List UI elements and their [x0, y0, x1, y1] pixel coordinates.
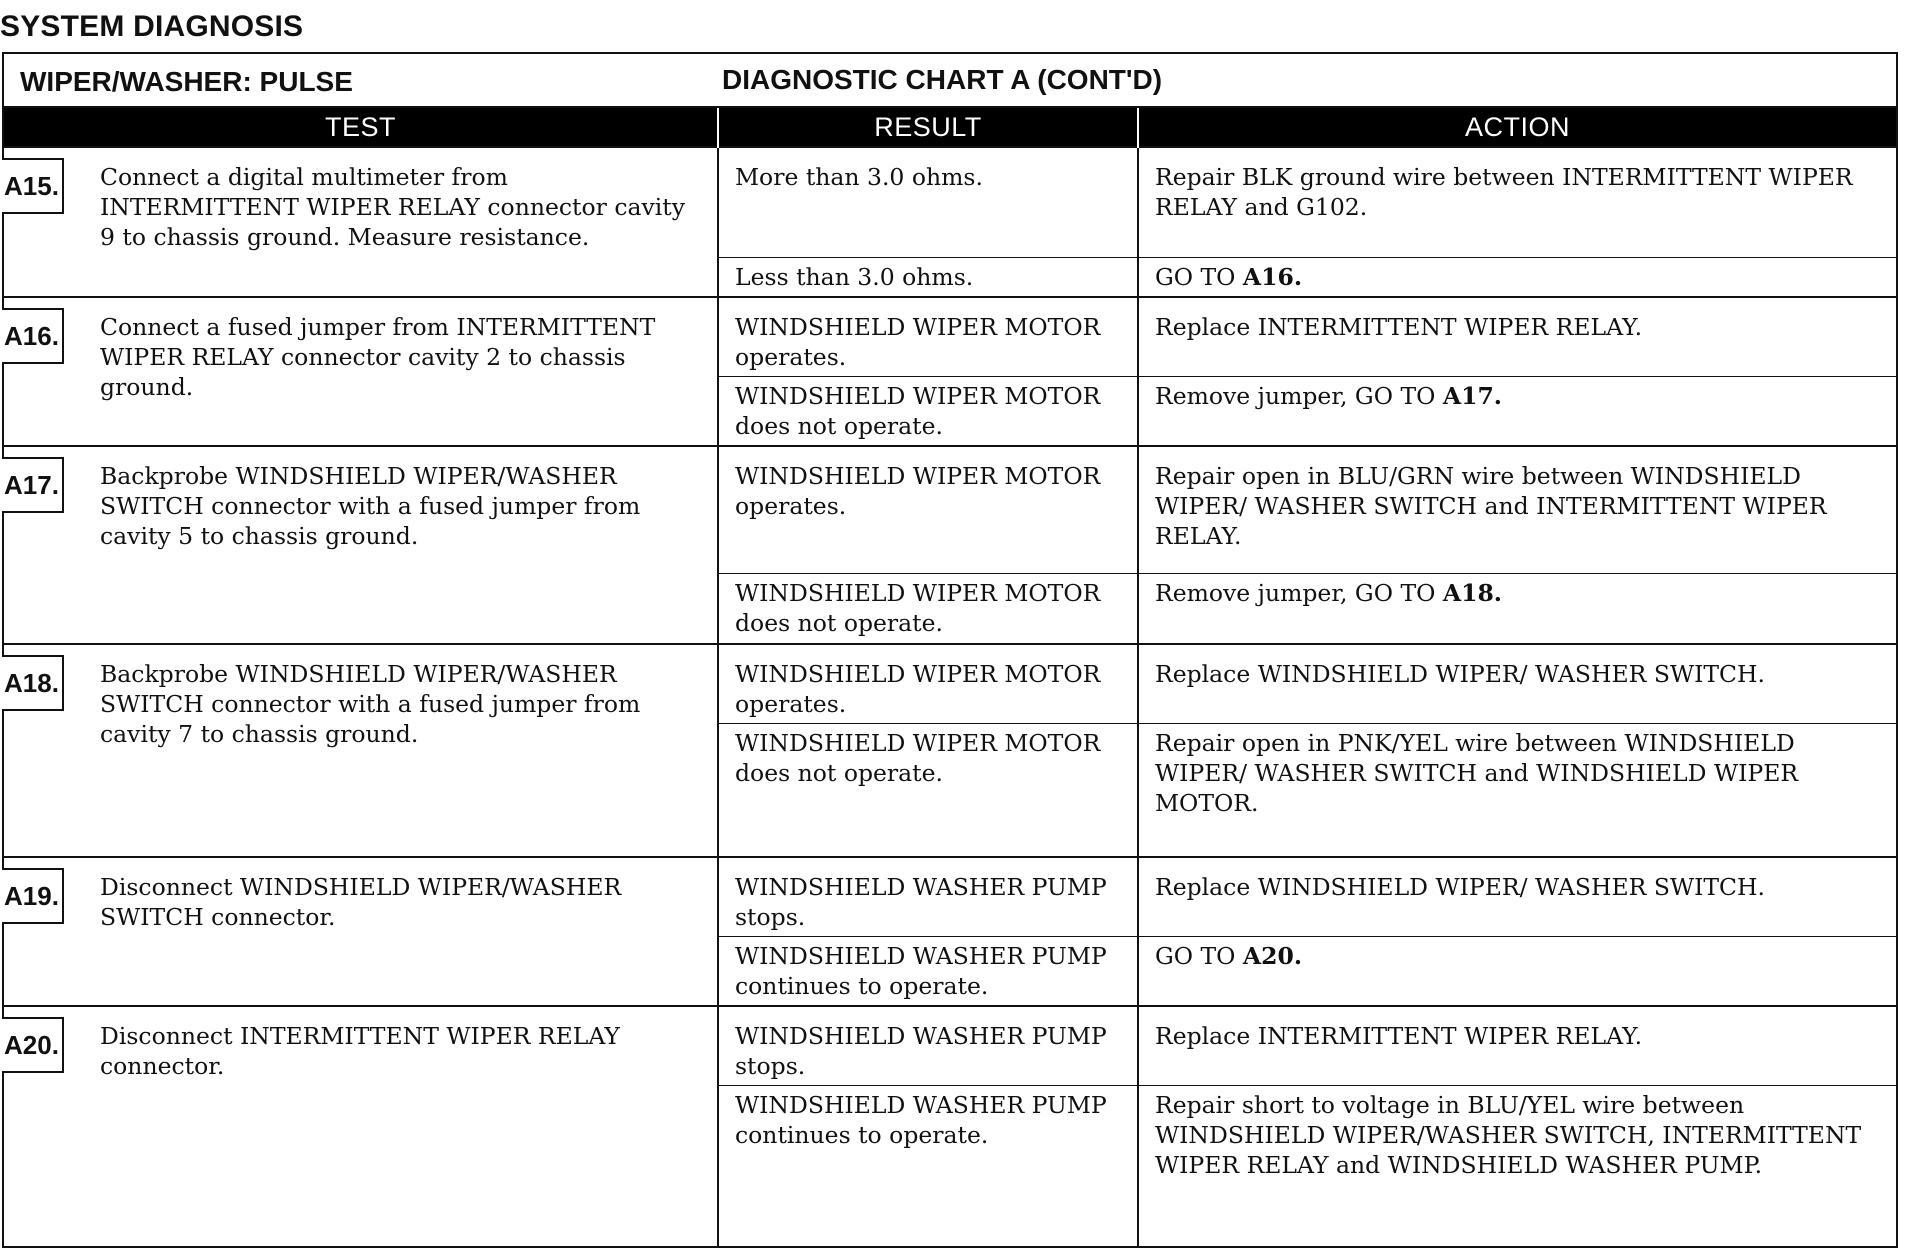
- result-cell: Less than 3.0 ohms.: [718, 257, 1138, 297]
- section-title: SYSTEM DIAGNOSIS: [0, 10, 304, 43]
- result-cell: WINDSHIELD WIPER MOTOR operates.: [718, 644, 1138, 724]
- test-cell: [4, 147, 718, 297]
- action-cell: [1138, 1006, 1896, 1086]
- test-text: Backprobe WINDSHIELD WIPER/WASHER SWITCH connector with a fused jumper from cavity 7 to chassis ground.: [100, 659, 641, 748]
- column-header-result: RESULT: [718, 108, 1138, 147]
- action-cell: [1138, 644, 1896, 724]
- step-id: A18.: [2, 655, 64, 711]
- result-cell: WINDSHIELD WASHER PUMP stops.: [718, 1006, 1138, 1086]
- result-cell: WINDSHIELD WIPER MOTOR does not operate.: [718, 376, 1138, 446]
- action-text: Repair open in PNK/YEL wire between WINDSHIELD WIPER/ WASHER SWITCH and WINDSHIELD WIPER MOTOR.: [1155, 728, 1799, 817]
- step-row: [4, 147, 1896, 257]
- action-goto-step: A17.: [1442, 381, 1502, 410]
- action-cell: [1138, 297, 1896, 377]
- action-goto-step: A20.: [1242, 942, 1303, 970]
- test-text: Backprobe WINDSHIELD WIPER/WASHER SWITCH connector with a fused jumper from cavity 5 to chassis ground.: [100, 461, 641, 550]
- result-cell: WINDSHIELD WASHER PUMP continues to operate.: [718, 937, 1138, 1007]
- step-id: A17.: [2, 457, 64, 513]
- action-cell: [1138, 446, 1896, 574]
- step-row: [4, 297, 1896, 377]
- test-text: Disconnect WINDSHIELD WIPER/WASHER SWITCH connector.: [100, 873, 622, 931]
- result-cell: WINDSHIELD WIPER MOTOR operates.: [718, 297, 1138, 377]
- step-row: [4, 644, 1896, 724]
- diagnostic-chart: [2, 52, 1898, 1248]
- diagnostic-table: [4, 108, 1896, 1246]
- result-cell: WINDSHIELD WIPER MOTOR operates.: [718, 446, 1138, 574]
- action-goto-step: A18.: [1442, 579, 1502, 607]
- test-text: Connect a fused jumper from INTERMITTENT WIPER RELAY connector cavity 2 to chassis ground.: [100, 312, 656, 401]
- action-text: Repair open in BLU/GRN wire between WINDSHIELD WIPER/ WASHER SWITCH and INTERMITTENT WIPER RELAY.: [1155, 461, 1827, 550]
- test-cell: [4, 644, 718, 858]
- chart-header: [4, 54, 1896, 108]
- action-text: Remove jumper, GO TO: [1155, 579, 1443, 607]
- action-text: Replace INTERMITTENT WIPER RELAY.: [1155, 312, 1643, 341]
- action-cell: [1138, 1086, 1896, 1246]
- chart-body: [4, 147, 1896, 1246]
- step-row: [4, 446, 1896, 574]
- column-header-test: TEST: [4, 108, 718, 147]
- action-cell: [1138, 257, 1896, 297]
- action-cell: [1138, 376, 1896, 446]
- chart-name: DIAGNOSTIC CHART A (CONT'D): [722, 64, 1163, 95]
- action-cell: [1138, 723, 1896, 857]
- action-text: Repair BLK ground wire between INTERMITTENT WIPER RELAY and G102.: [1155, 163, 1853, 221]
- test-cell: [4, 446, 718, 644]
- test-cell: [4, 297, 718, 446]
- test-text: Connect a digital multimeter from INTERMITTENT WIPER RELAY connector cavity 9 to chassis ground. Measure resistance.: [100, 163, 686, 251]
- test-cell: [4, 1006, 718, 1246]
- test-text: Disconnect INTERMITTENT WIPER RELAY connector.: [100, 1022, 620, 1080]
- action-text: Replace WINDSHIELD WIPER/ WASHER SWITCH.: [1155, 873, 1766, 901]
- action-cell: [1138, 937, 1896, 1007]
- action-text: Replace INTERMITTENT WIPER RELAY.: [1155, 1022, 1643, 1050]
- action-cell: [1138, 857, 1896, 937]
- result-cell: WINDSHIELD WIPER MOTOR does not operate.: [718, 574, 1138, 644]
- action-text: Repair short to voltage in BLU/YEL wire between WINDSHIELD WIPER/WASHER SWITCH, INTERMITTENT WIPER RELAY and WINDSHIELD WASHER PUMP.: [1155, 1091, 1862, 1179]
- result-cell: WINDSHIELD WASHER PUMP stops.: [718, 857, 1138, 937]
- result-cell: WINDSHIELD WASHER PUMP continues to operate.: [718, 1086, 1138, 1246]
- result-cell: More than 3.0 ohms.: [718, 147, 1138, 257]
- step-row: [4, 857, 1896, 937]
- action-text: GO TO: [1155, 262, 1243, 291]
- action-text: GO TO: [1155, 942, 1243, 970]
- test-cell: [4, 857, 718, 1006]
- action-text: Replace WINDSHIELD WIPER/ WASHER SWITCH.: [1155, 659, 1766, 688]
- step-id: A15.: [2, 158, 64, 214]
- action-text: Remove jumper, GO TO: [1155, 381, 1443, 410]
- step-row: [4, 1006, 1896, 1086]
- column-header-row: [4, 108, 1896, 147]
- step-id: A16.: [2, 308, 64, 364]
- result-cell: WINDSHIELD WIPER MOTOR does not operate.: [718, 723, 1138, 857]
- step-id: A20.: [2, 1017, 64, 1073]
- column-header-action: ACTION: [1138, 108, 1896, 147]
- system-name: WIPER/WASHER: PULSE: [20, 66, 353, 97]
- action-cell: [1138, 147, 1896, 257]
- action-cell: [1138, 574, 1896, 644]
- step-id: A19.: [2, 868, 64, 924]
- action-goto-step: A16.: [1242, 262, 1303, 291]
